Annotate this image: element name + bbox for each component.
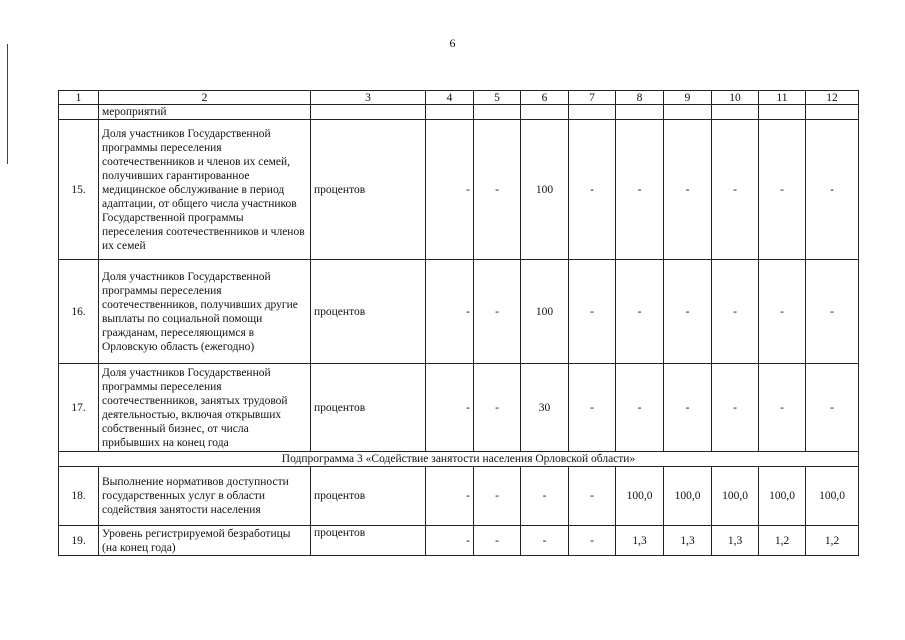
header-row [59,91,859,105]
value-cell: 1,2 [759,526,806,556]
col-header: 8 [616,91,664,105]
page-edge-mark [7,44,8,164]
value-cell: - [474,526,521,556]
value-cell: 1,3 [616,526,664,556]
value-cell: - [664,120,712,260]
value-cell: - [712,260,759,364]
unit-cell: процентов [311,260,426,364]
table-row [59,120,859,260]
value-cell: - [806,364,859,452]
value-cell: - [426,364,474,452]
value-cell: - [759,120,806,260]
subprogram-row [59,452,859,467]
cell-empty [59,105,99,120]
value-cell: - [569,120,616,260]
value-cell: 30 [521,364,569,452]
value-cell: - [474,120,521,260]
value-cell: - [521,526,569,556]
value-cell: - [664,260,712,364]
value-cell: - [569,526,616,556]
value-cell: 100,0 [712,467,759,526]
value-cell: - [759,364,806,452]
value-cell: - [474,467,521,526]
table-row [59,526,859,556]
table-row [59,260,859,364]
unit-cell: процентов [311,467,426,526]
value-cell: - [664,364,712,452]
table-row [59,364,859,452]
value-cell: 100,0 [664,467,712,526]
value-cell: 1,2 [806,526,859,556]
value-cell: - [426,120,474,260]
value-cell: 1,3 [664,526,712,556]
col-header: 7 [569,91,616,105]
continuation-row [59,105,859,120]
value-cell: - [616,120,664,260]
col-header: 10 [712,91,759,105]
value-cell: - [616,260,664,364]
indicator-name: Доля участников Государственной программы переселения соотечественников, получивших другие выплаты по социальной помощи гражданам, переселяющимся в Орловскую область (ежегодно) [99,260,311,364]
subprogram-title: Подпрограмма 3 «Содействие занятости населения Орловской области» [59,452,859,467]
value-cell: - [521,467,569,526]
row-number: 17. [59,364,99,452]
value-cell: - [569,467,616,526]
col-header: 9 [664,91,712,105]
value-cell: - [569,364,616,452]
value-cell: - [712,364,759,452]
value-cell: - [712,120,759,260]
indicator-name: Доля участников Государственной программы переселения соотечественников и членов их семей, получивших гарантированное медицинское обслуживание в период адаптации, от общего числа участников Государственной программы переселения соотечественников и членов их семей [99,120,311,260]
value-cell: - [569,260,616,364]
value-cell: - [806,260,859,364]
value-cell: - [474,364,521,452]
value-cell: - [616,364,664,452]
row-number: 16. [59,260,99,364]
col-header: 3 [311,91,426,105]
unit-cell: процентов [311,364,426,452]
value-cell: - [759,260,806,364]
value-cell: 100 [521,260,569,364]
value-cell: 1,3 [712,526,759,556]
col-header: 2 [99,91,311,105]
value-cell: 100,0 [759,467,806,526]
page-number: 6 [449,36,456,50]
indicator-name: Выполнение нормативов доступности государственных услуг в области содействия занятости населения [99,467,311,526]
col-header: 11 [759,91,806,105]
unit-cell: процентов [311,120,426,260]
value-cell: 100 [521,120,569,260]
value-cell: - [806,120,859,260]
value-cell: - [426,260,474,364]
value-cell: - [474,260,521,364]
value-cell: 100,0 [616,467,664,526]
unit-cell: процентов [311,526,426,556]
row-number: 15. [59,120,99,260]
col-header: 1 [59,91,99,105]
value-cell: - [426,526,474,556]
col-header: 5 [474,91,521,105]
indicator-name: Доля участников Государственной программы переселения соотечественников, занятых трудовой деятельностью, включая открывших собственный бизнес, от числа прибывших на конец года [99,364,311,452]
col-header: 12 [806,91,859,105]
value-cell: - [426,467,474,526]
value-cell: 100,0 [806,467,859,526]
row-number: 19. [59,526,99,556]
row-number: 18. [59,467,99,526]
col-header: 4 [426,91,474,105]
continuation-text: мероприятий [99,105,311,120]
col-header: 6 [521,91,569,105]
table-row [59,467,859,526]
indicators-table [58,90,859,556]
indicator-name: Уровень регистрируемой безработицы (на конец года) [99,526,311,556]
